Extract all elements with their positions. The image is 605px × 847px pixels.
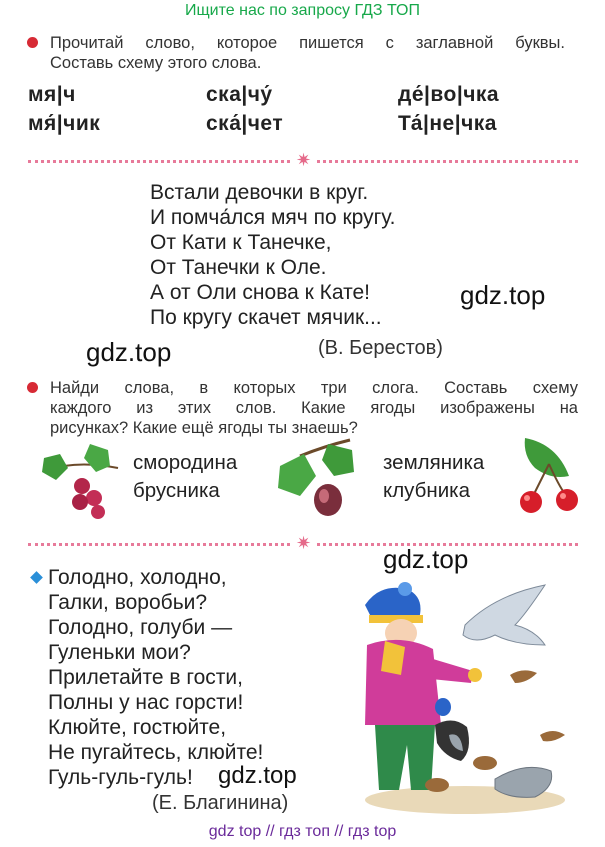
poem-line: По кругу скачет мячик... (150, 306, 382, 329)
poem-line: От Кати к Танечке, (150, 231, 332, 254)
star-ornament-icon: ✷ (292, 533, 315, 554)
poem-blaginina (48, 565, 263, 790)
currant-raspberry-illustration (38, 440, 124, 520)
gooseberry-illustration (270, 436, 362, 520)
poem-line: Прилетайте в гости, (48, 666, 243, 689)
berry-word: земляника (383, 451, 485, 474)
poem-line: Галки, воробьи? (48, 591, 208, 614)
task1-line: Прочитай слово, которое пишется с заглавной буквы. (50, 34, 565, 52)
task2-line: рисунках? Какие ещё ягоды ты знаешь? (50, 419, 358, 437)
task1-text (50, 33, 565, 73)
girl-feeding-birds-illustration (345, 575, 585, 815)
poem-line: От Танечки к Оле. (150, 256, 327, 279)
poem-author: (В. Берестов) (318, 337, 443, 359)
poem-berestov (150, 180, 396, 330)
poem-line: Встали девочки в круг. (150, 181, 369, 204)
task2-text (50, 378, 578, 438)
poem-line: Не пугайтесь, клюйте! (48, 741, 264, 764)
watermark: gdz.top (383, 544, 469, 574)
poem-line: Клюйте, гостюйте, (48, 716, 227, 739)
red-bullet-icon (27, 37, 38, 48)
word-skachu: ска|чу́ (206, 83, 273, 106)
poem-line: А от Оли снова к Кате! (150, 281, 371, 304)
poem-line: И помча́лся мяч по кругу. (150, 206, 396, 229)
berry-word: брусника (133, 479, 220, 502)
poem-line: Гуль-гуль-гуль! (48, 766, 193, 789)
watermark: gdz.top (218, 762, 297, 789)
cherry-illustration (495, 434, 585, 520)
berry-word: смородина (133, 451, 238, 474)
berry-word: клубника (383, 479, 470, 502)
watermark: gdz.top (460, 280, 546, 310)
word-tanechka: Та́|не|чка (398, 112, 497, 135)
task1-line: Составь схему этого слова. (50, 54, 262, 72)
blue-diamond-icon (30, 571, 43, 584)
poem-line: Голодно, холодно, (48, 566, 227, 589)
task2-line: каждого из этих слов. Какие ягоды изображены на (50, 399, 578, 417)
word-skachet: ска́|чет (206, 112, 284, 135)
word-myachik: мя́|чик (28, 112, 101, 135)
star-ornament-icon: ✷ (292, 150, 315, 171)
promo-banner: Ищите нас по запросу ГДЗ ТОП (185, 2, 420, 19)
poem-line: Гуленьки мои? (48, 641, 191, 664)
word-myach: мя|ч (28, 83, 76, 106)
task2-line: Найди слова, в которых три слога. Составь схему (50, 379, 578, 397)
poem-line: Полны у нас горсти! (48, 691, 244, 714)
red-bullet-icon (27, 382, 38, 393)
poem-line: Голодно, голуби — (48, 616, 233, 639)
poem-author: (Е. Благинина) (152, 792, 289, 814)
word-devochka: де́|во|чка (398, 83, 500, 106)
bottom-watermark: gdz top // гдз топ // гдз top (208, 823, 397, 840)
watermark: gdz.top (86, 337, 172, 367)
